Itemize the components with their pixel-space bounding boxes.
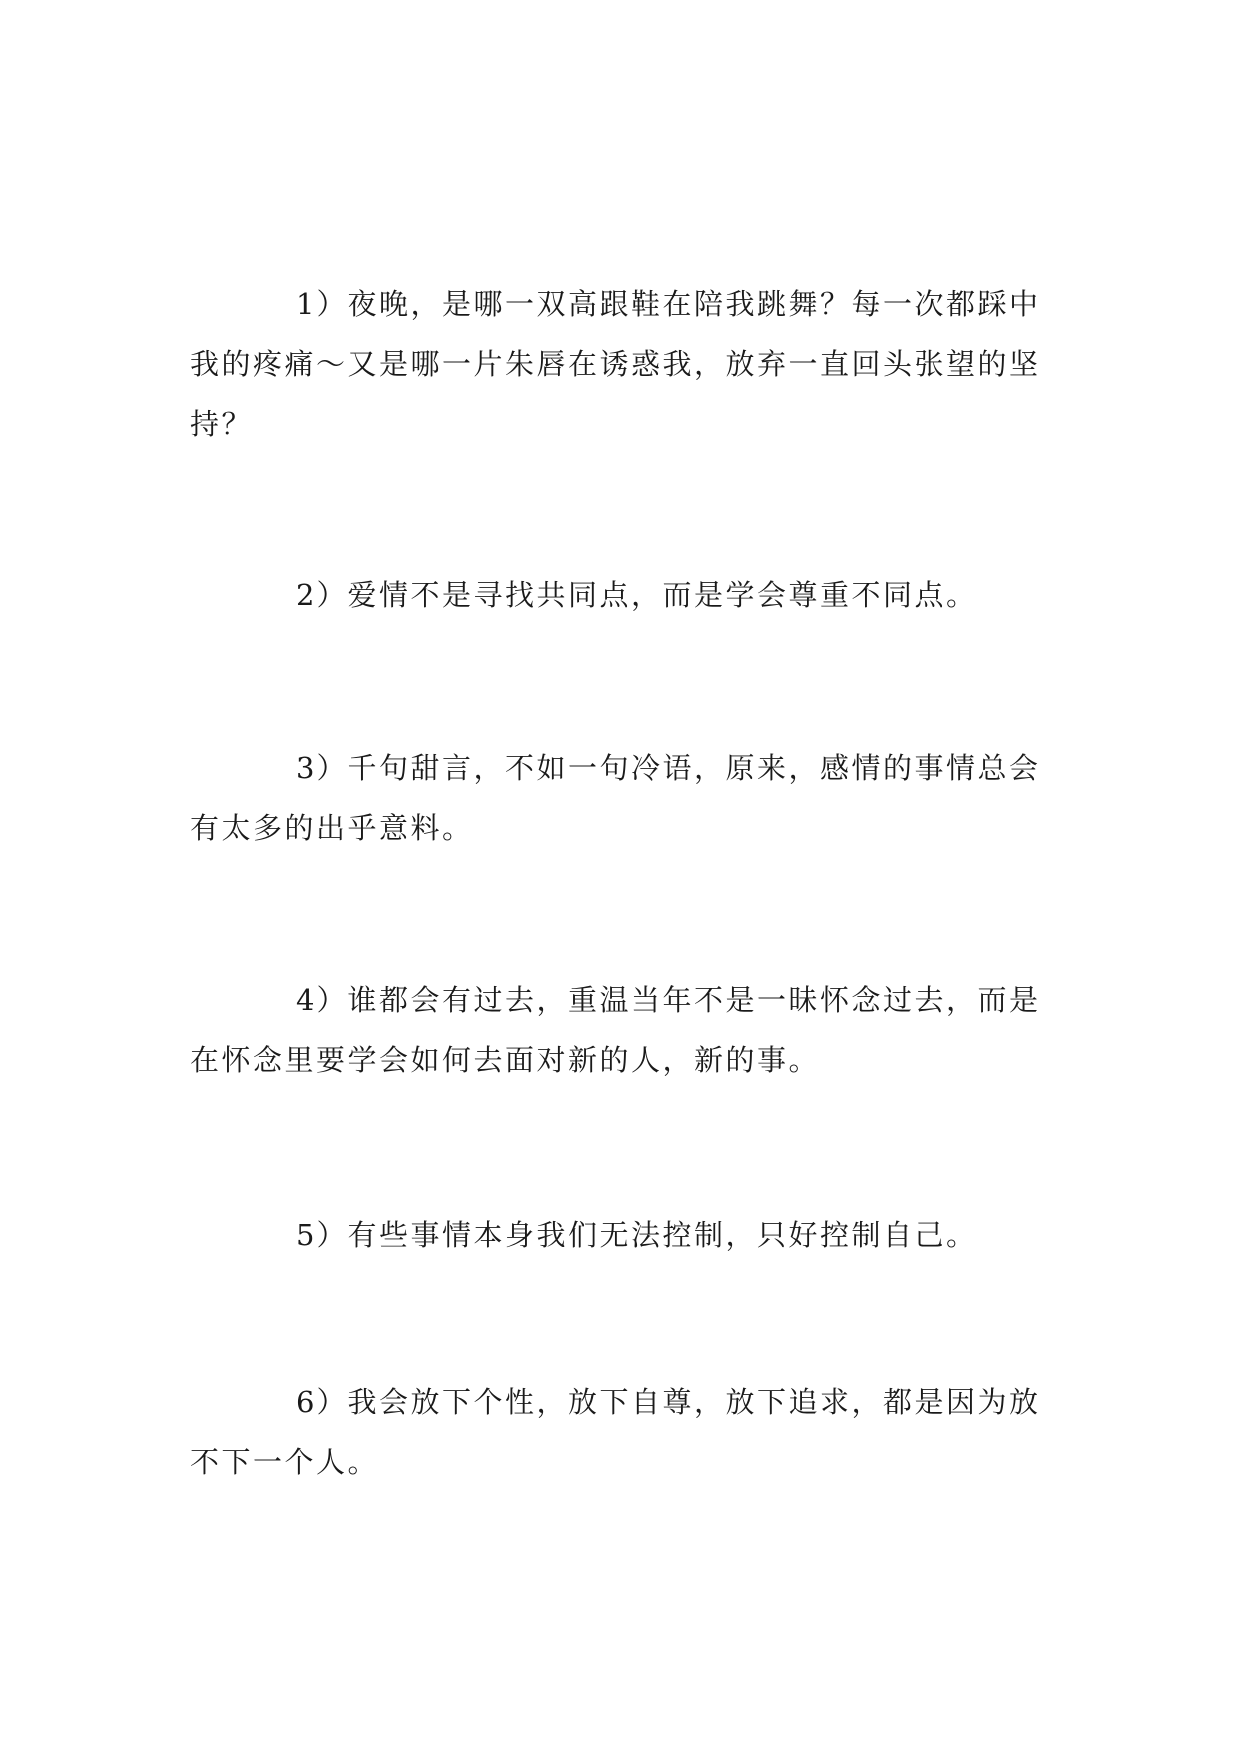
quote-paragraph-5 — [190, 1205, 1050, 1265]
paragraph-text: 有些事情本身我们无法控制，只好控制自己。 — [347, 1218, 978, 1252]
paragraph-number: 2） — [296, 578, 348, 612]
quote-paragraph-4 — [190, 970, 1050, 1090]
paragraph-text: 我会放下个性，放下自尊，放下追求，都是因为放不下一个人。 — [190, 1385, 1041, 1479]
quote-paragraph-2 — [190, 565, 1050, 625]
paragraph-text: 爱情不是寻找共同点，而是学会尊重不同点。 — [347, 578, 978, 612]
paragraph-text: 谁都会有过去，重温当年不是一昧怀念过去，而是在怀念里要学会如何去面对新的人，新的事。 — [190, 983, 1041, 1077]
paragraph-text: 千句甜言，不如一句冷语，原来，感情的事情总会有太多的出乎意料。 — [190, 751, 1041, 845]
paragraph-number: 5） — [296, 1218, 348, 1252]
paragraph-text: 夜晚，是哪一双高跟鞋在陪我跳舞？每一次都踩中我的疼痛～又是哪一片朱唇在诱惑我，放弃一直回头张望的坚持？ — [190, 287, 1041, 441]
quote-paragraph-1 — [190, 274, 1050, 454]
paragraph-number: 1） — [296, 287, 348, 321]
paragraph-number: 3） — [296, 751, 348, 785]
quote-paragraph-3 — [190, 738, 1050, 858]
paragraph-number: 4） — [296, 983, 348, 1017]
quote-paragraph-6 — [190, 1372, 1050, 1492]
paragraph-number: 6） — [296, 1385, 348, 1419]
